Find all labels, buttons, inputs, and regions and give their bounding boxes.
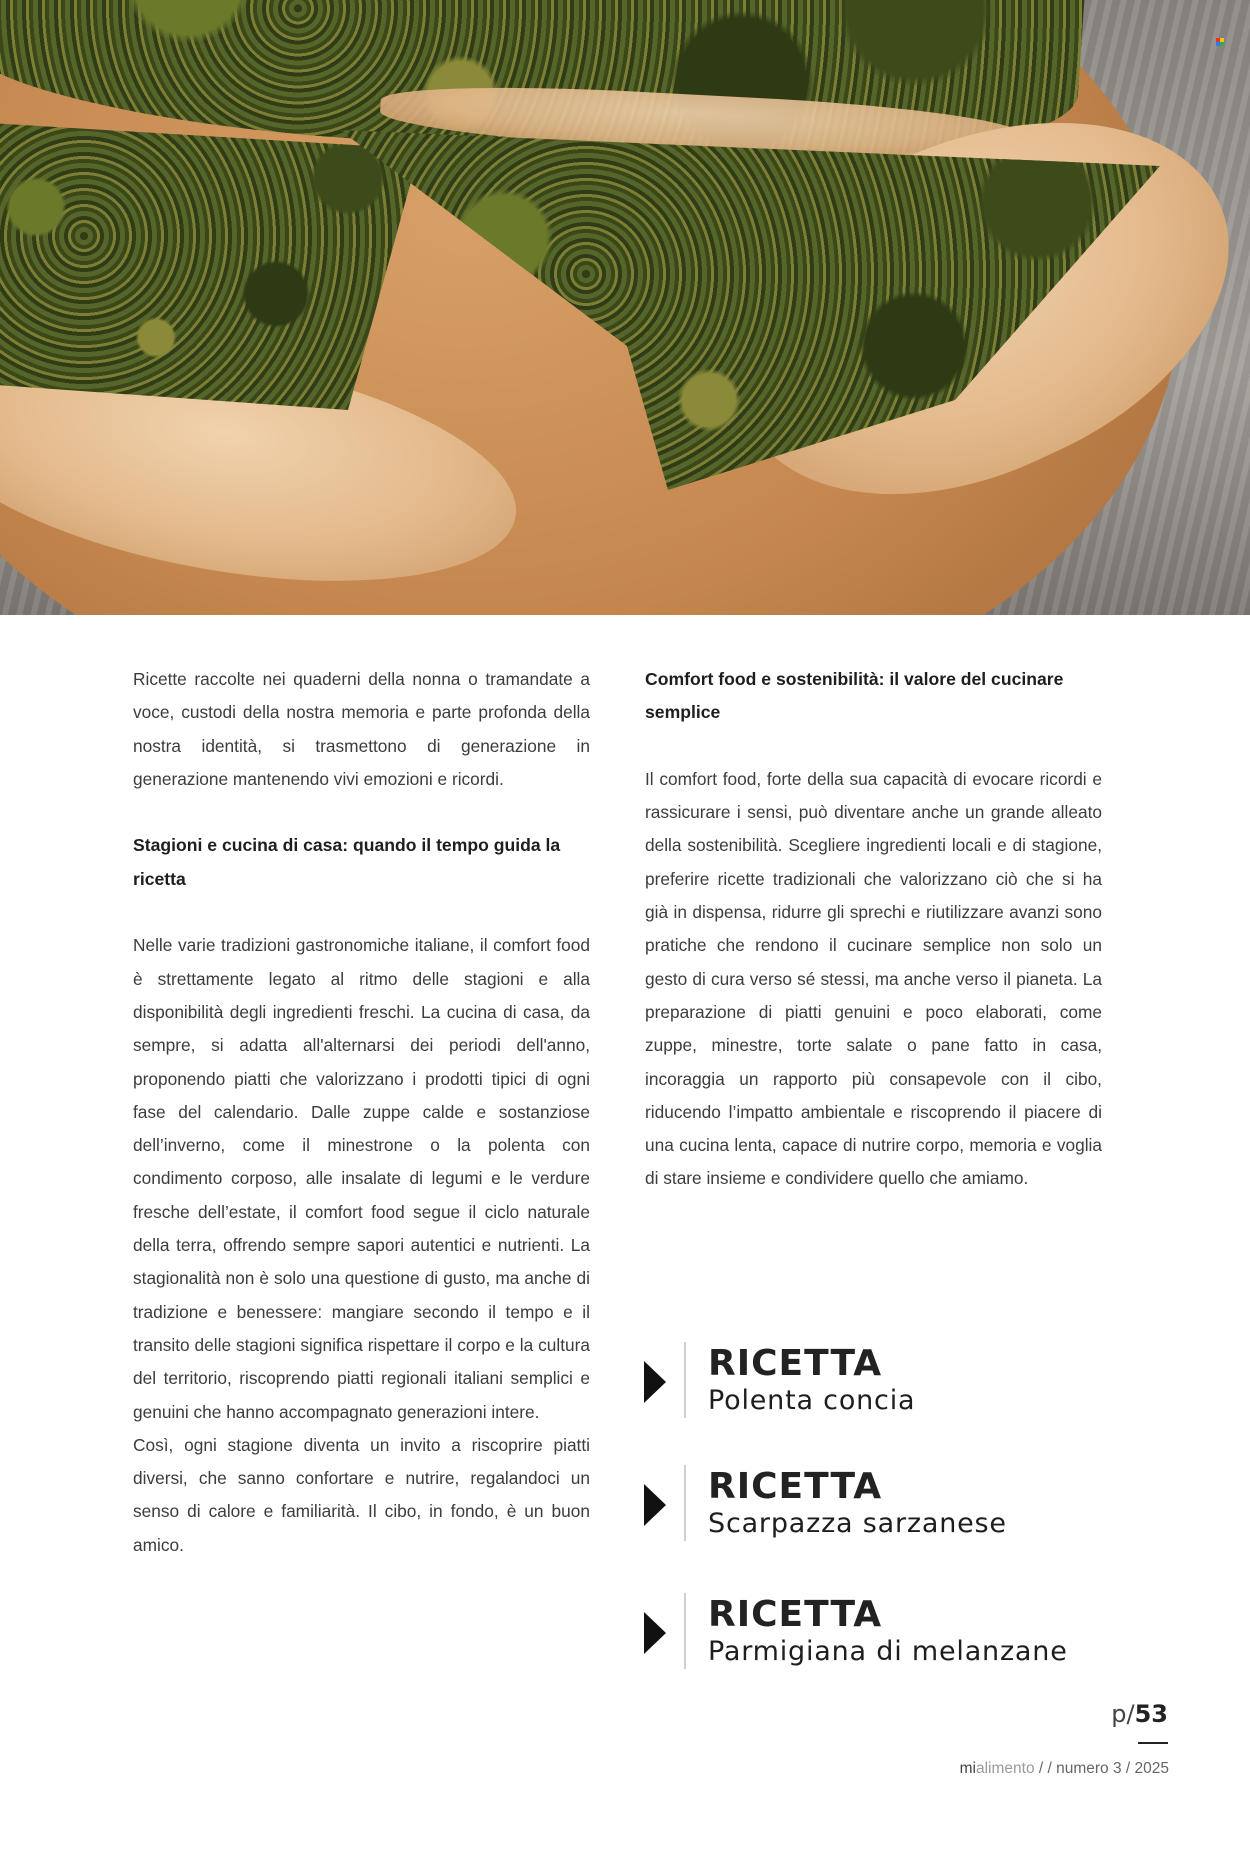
footer-brand-mi: mi: [959, 1760, 976, 1777]
recipe-name: Parmigiana di melanzane: [708, 1636, 1068, 1667]
recipe-name: Polenta concia: [708, 1385, 916, 1416]
recipe-kicker: RICETTA: [708, 1343, 883, 1384]
recipe-divider: [684, 1593, 686, 1669]
page-number: [1111, 1700, 1168, 1728]
play-triangle-icon: [644, 1612, 666, 1654]
sustainability-paragraph: Il comfort food, forte della sua capacità di evocare ricordi e rassicurare i sensi, può diventare anche un grande alleato della sostenibilità. Scegliere ingredienti locali e di stagione, preferire ricette tradizionali che valorizzano ciò che si ha già in dispensa, ridurre gli sprechi e riutilizzare avanzi sono pratiche che rendono il cucinare semplice non solo un gesto di cura verso sé stessi, ma anche verso il pianeta. La preparazione di piatti genuini e poco elaborati, come zuppe, minestre, torte salate o pane fatto in casa, incoraggia un rapporto più consapevole con il cibo, riducendo l’impatto ambientale e riscoprendo il piacere di una cucina lenta, capace di nutrire corpo, memoria e voglia di stare insieme e condividere quello che amiamo.: [645, 768, 1102, 1189]
page-number-underline: [1138, 1742, 1168, 1744]
pie-slice-left: [0, 120, 420, 410]
footer-issue-text: / / numero 3 / 2025: [1034, 1760, 1169, 1777]
play-triangle-icon: [644, 1361, 666, 1403]
corner-mark-icon: [1216, 38, 1224, 46]
section-heading-seasons: Stagioni e cucina di casa: quando il tempo guida la ricetta: [133, 835, 561, 889]
footer-brand-alimento: alimento: [975, 1760, 1035, 1777]
recipe-kicker: RICETTA: [708, 1594, 883, 1635]
recipe-link-polenta[interactable]: [644, 1342, 1124, 1418]
right-column: [645, 663, 1102, 1196]
seasons-paragraph: Nelle varie tradizioni gastronomiche italiane, il comfort food è strettamente legato al ritmo delle stagioni e alla disponibilità degli ingredienti freschi. La cucina di casa, da sempre, si adatta all'alternarsi dei periodi dell'anno, proponendo piatti che valorizzano i prodotti tipici di ogni fase del calendario. Dalle zuppe calde e sostanziose dell’inverno, come il minestrone o la polenta con condimento corposo, alle insalate di legumi e le verdure fresche dell’estate, il comfort food segue il ciclo naturale della terra, offrendo sempre sapori autentici e nutrienti. La stagionalità non è solo una questione di gusto, ma anche di tradizione e benessere: mangiare secondo il tempo e il transito delle stagioni significa rispettare il corpo e la cultura del territorio, riscoprendo piatti regionali italiani semplici e genuini che hanno accompagnato generazioni intere.: [133, 935, 590, 1422]
section-heading-sustainability: Comfort food e sostenibilità: il valore del cucinare semplice: [645, 669, 1064, 723]
left-column: [133, 663, 590, 1562]
recipe-name: Scarpazza sarzanese: [708, 1508, 1007, 1539]
recipe-divider: [684, 1342, 686, 1418]
closing-paragraph: Così, ogni stagione diventa un invito a riscoprire piatti diversi, che sanno confortare e nutrire, regalandoci un senso di calore e familiarità. Il cibo, in fondo, è un buon amico.: [133, 1434, 590, 1555]
recipe-kicker: RICETTA: [708, 1466, 883, 1507]
hero-photo: [0, 0, 1250, 615]
page-prefix: p/: [1111, 1700, 1135, 1728]
recipe-link-parmigiana[interactable]: [644, 1593, 1124, 1669]
play-triangle-icon: [644, 1484, 666, 1526]
footer-issue: [960, 1760, 1169, 1778]
recipe-link-scarpazza[interactable]: [644, 1465, 1124, 1541]
page-number-value: 53: [1134, 1700, 1168, 1728]
recipe-divider: [684, 1465, 686, 1541]
intro-paragraph: Ricette raccolte nei quaderni della nonna o tramandate a voce, custodi della nostra memoria e parte profonda della nostra identità, si trasmettono di generazione in generazione mantenendo vivi emozioni e ricordi.: [133, 669, 590, 789]
